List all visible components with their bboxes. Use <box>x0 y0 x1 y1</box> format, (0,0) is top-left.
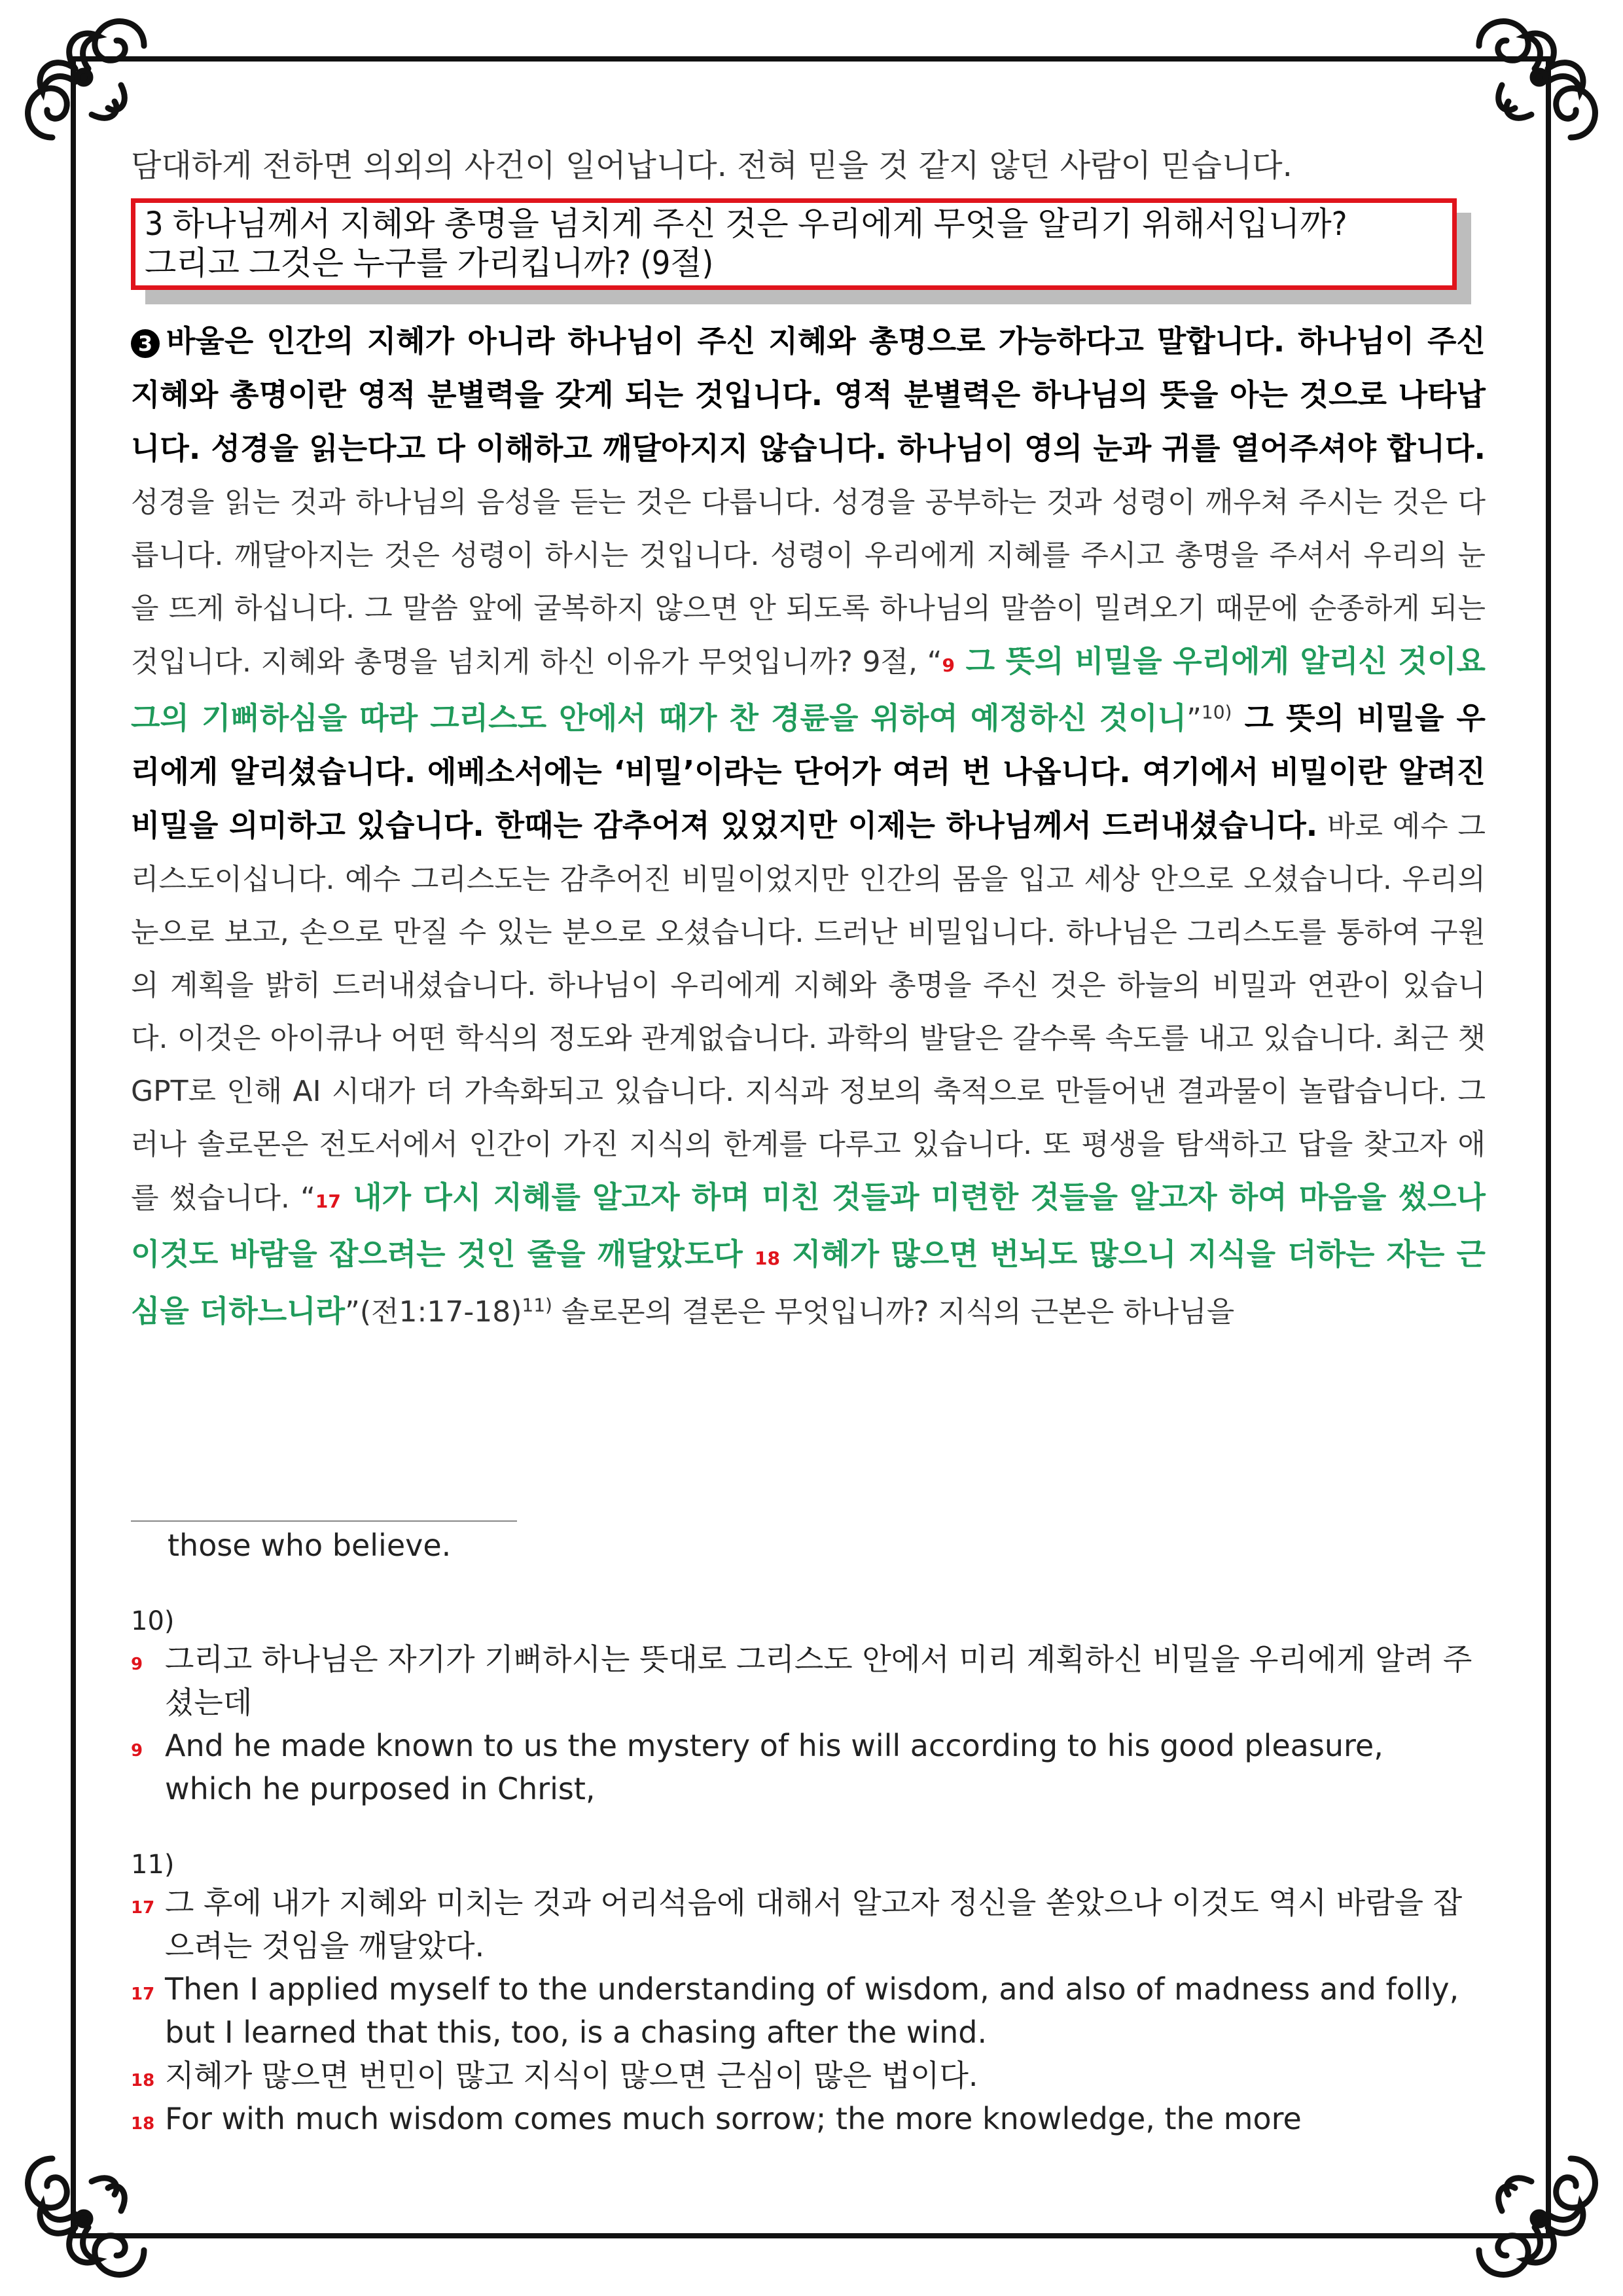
footnote-ref[interactable]: 11) <box>522 1294 552 1316</box>
emphasis-text: 그 뜻의 비밀을 우리에게 알리셨습니다. 에베소서에는 ‘비밀’이라는 단어가 여러 번 나옵니다. 여기에서 비밀이란 알려진 비밀을 의미하고 있습니다. 한때는 감추어져 있었지만 이제는 하나님께서 드러내셨습니다. <box>131 700 1486 843</box>
footnote-english <box>131 2097 1479 2140</box>
footnote-ref[interactable]: 10) <box>1201 701 1232 723</box>
body-text: 성경을 읽는 것과 하나님의 음성을 듣는 것은 다릅니다. 성경을 공부하는 것과 성령이 깨우쳐 주시는 것은 다릅니다. 깨달아지는 것은 성령이 하시는 것입니다. 성령이 우리에게 지혜를 주시고 총명을 주셔서 우리의 눈을 뜨게 하십니다. 그 말씀 앞에 굴복하지 않으면 안 되도록 하나님의 말씀이 밀려오기 때문에 순종하게 되는 것입니다. 지혜와 총명을 넘치게 하신 이유가 무엇입니까? 9절, “ <box>131 486 1486 679</box>
scripture-quote: 내가 다시 지혜를 알고자 하며 미친 것들과 미련한 것들을 알고자 하여 마음을 썼으나 이것도 바람을 잡으려는 것인 줄을 깨달았도다 <box>131 1179 1486 1272</box>
intro-line: 담대하게 전하면 의외의 사건이 일어납니다. 전혀 믿을 것 같지 않던 사람이 믿습니다. <box>131 147 1293 184</box>
footnote-text: For with much wisdom comes much sorrow; the more knowledge, the more <box>165 2101 1302 2136</box>
quote-reference: ”(전1:17-18) <box>345 1295 522 1329</box>
verse-number: 17 <box>315 1191 341 1212</box>
footnote-korean <box>131 1881 1479 1967</box>
question-line-2: 그리고 그것은 누구를 가리킵니까? (9절) <box>145 244 714 282</box>
footnote-text: 지혜가 많으면 번민이 많고 지식이 많으면 근심이 많은 법이다. <box>165 2058 978 2093</box>
verse-number: 17 <box>131 1984 155 2004</box>
verse-number: 17 <box>131 1898 155 1918</box>
question-line-1: 3 하나님께서 지혜와 총명을 넘치게 주신 것은 우리에게 무엇을 알리기 위해서입니까? <box>145 205 1347 243</box>
footnote-korean <box>131 2054 1479 2097</box>
quote-close: ” <box>1186 702 1202 736</box>
swirl-ornament-icon <box>13 2126 177 2289</box>
verse-number: 9 <box>942 655 955 676</box>
body-text: 솔로몬의 결론은 무엇입니까? 지식의 근본은 하나님을 <box>552 1295 1235 1329</box>
footnote-text: Then I applied myself to the understanding of wisdom, and also of madness and folly, but I learned that this, too, is a chasing after the wind. <box>165 1971 1459 2050</box>
footnote-divider <box>131 1520 517 1522</box>
verse-number: 9 <box>131 1741 143 1761</box>
swirl-ornament-icon <box>1446 2126 1610 2289</box>
footnote-english <box>131 1724 1479 1810</box>
footnote-text: And he made known to us the mystery of his will according to his good pleasure, which he purposed in Christ, <box>165 1728 1383 1806</box>
footnote-text: 그 후에 내가 지혜와 미치는 것과 어리석음에 대해서 알고자 정신을 쏟았으나 이것도 역시 바람을 잡으려는 것임을 깨달았다. <box>165 1885 1463 1964</box>
footnote-english <box>131 1967 1479 2054</box>
main-content <box>131 141 1486 1338</box>
footnote-number: 11) <box>131 1850 175 1880</box>
scripture-quote: 그 뜻의 비밀을 우리에게 알리신 것이요 그의 기뻐하심을 따라 그리스도 안에서 때가 찬 경륜을 위하여 예정하신 것이니 <box>131 643 1486 736</box>
footnote-continuation: those who believe. <box>168 1528 452 1563</box>
verse-number: 18 <box>131 2114 155 2134</box>
verse-number: 18 <box>131 2071 155 2090</box>
verse-number: 9 <box>131 1655 143 1674</box>
footnotes <box>131 1524 1479 2140</box>
question-callout <box>131 198 1457 290</box>
footnote-text: 그리고 하나님은 자기가 기뻐하시는 뜻대로 그리스도 안에서 미리 계획하신 비밀을 우리에게 알려 주셨는데 <box>165 1641 1472 1720</box>
verse-number: 18 <box>754 1247 780 1269</box>
question-box <box>131 198 1457 290</box>
body-paragraph <box>131 315 1486 1338</box>
emphasis-text: 바울은 인간의 지혜가 아니라 하나님이 주신 지혜와 총명으로 가능하다고 말합니다. 하나님이 주신 지혜와 총명이란 영적 분별력을 갖게 되는 것입니다. 영적 분별력은 하나님의 뜻을 아는 것으로 나타납니다. 성경을 읽는다고 다 이해하고 깨달아지지 않습니다. 하나님이 영의 눈과 귀를 열어주셔야 합니다. <box>131 323 1486 466</box>
footnote-number: 10) <box>131 1606 175 1636</box>
bullet-number: 3 <box>131 329 160 358</box>
scripture-quote: 지혜가 많으면 번뇌도 많으니 지식을 더하는 자는 근심을 더하느니라 <box>131 1236 1486 1329</box>
body-text: 바로 예수 그리스도이십니다. 예수 그리스도는 감추어진 비밀이었지만 인간의 몸을 입고 세상 안으로 오셨습니다. 우리의 눈으로 보고, 손으로 만질 수 있는 분으로 오셨습니다. 드러난 비밀입니다. 하나님은 그리스도를 통하여 구원의 계획을 밝히 드러내셨습니다. 하나님이 우리에게 지혜와 총명을 주신 것은 하늘의 비밀과 연관이 있습니다. 이것은 아이큐나 어떤 학식의 정도와 관계없습니다. 과학의 발달은 갈수록 속도를 내고 있습니다. 최근 챗GPT로 인해 AI 시대가 더 가속화되고 있습니다. 지식과 정보의 축적으로 만들어낸 결과물이 놀랍습니다. 그러나 솔로몬은 전도서에서 인간이 가진 지식의 한계를 다루고 있습니다. 또 평생을 탐색하고 답을 찾고자 애를 썼습니다. “ <box>131 810 1486 1215</box>
footnote-korean <box>131 1638 1479 1724</box>
